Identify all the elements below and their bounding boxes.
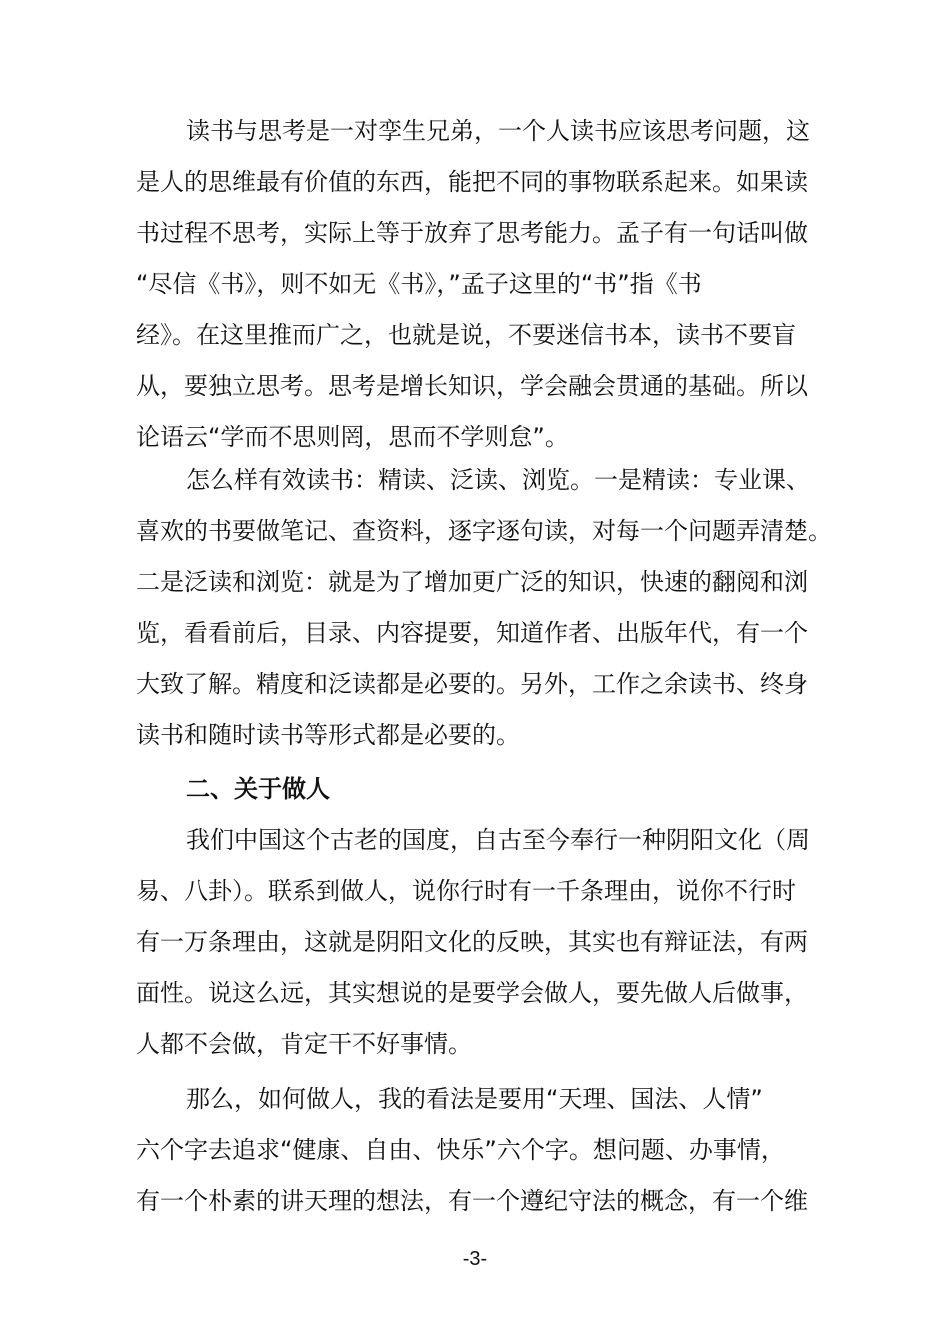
text-line: 我们中国这个古老的国度，自古至今奉行一种阴阳文化（周 (186, 826, 810, 854)
text-line: 经》。在这里推而广之，也就是说，不要迷信书本，读书不要盲 (136, 321, 796, 349)
section-heading: 二、关于做人 (186, 775, 330, 803)
text-line: 是人的思维最有价值的东西，能把不同的事物联系起来。如果读 (136, 168, 808, 196)
text-line: 怎么样有效读书：精读、泛读、浏览。一是精读：专业课、 (186, 466, 810, 494)
text-line: 二是泛读和浏览：就是为了增加更广泛的知识，快速的翻阅和浏 (136, 568, 808, 596)
text-line: 面性。说这么远，其实想说的是要学会做人，要先做人后做事， (136, 979, 808, 1007)
text-line: 六个字去追求“健康、自由、快乐”六个字。想问题、办事情， (136, 1136, 785, 1164)
text-line: 那么，如何做人，我的看法是要用“天理、国法、人情” (186, 1085, 763, 1113)
text-line: 论语云“学而不思则罔，思而不学则怠”。 (136, 423, 569, 451)
text-line: 有一万条理由，这就是阴阳文化的反映，其实也有辩证法，有两 (136, 928, 808, 956)
text-line: “尽信《书》，则不如无《书》，”孟子这里的“书”指《书 (136, 270, 702, 298)
text-line: 书过程不思考，实际上等于放弃了思考能力。孟子有一句话叫做 (136, 219, 808, 247)
text-line: 易、八卦）。联系到做人，说你行时有一千条理由，说你不行时 (136, 877, 796, 905)
text-line: 从，要独立思考。思考是增长知识，学会融会贯通的基础。所以 (136, 372, 808, 400)
text-line: 读书与思考是一对孪生兄弟，一个人读书应该思考问题，这 (186, 117, 810, 145)
page-number: -3- (462, 1248, 488, 1270)
text-line: 览，看看前后，目录、内容提要，知道作者、出版年代，有一个 (136, 619, 808, 647)
text-line: 有一个朴素的讲天理的想法，有一个遵纪守法的概念，有一个维 (136, 1187, 808, 1215)
text-line: 读书和随时读书等形式都是必要的。 (136, 721, 520, 749)
text-line: 喜欢的书要做笔记、查资料，逐字逐句读，对每一个问题弄清楚。 (136, 517, 832, 545)
text-line: 大致了解。精度和泛读都是必要的。另外，工作之余读书、终身 (136, 670, 808, 698)
text-line: 人都不会做，肯定干不好事情。 (136, 1030, 472, 1058)
